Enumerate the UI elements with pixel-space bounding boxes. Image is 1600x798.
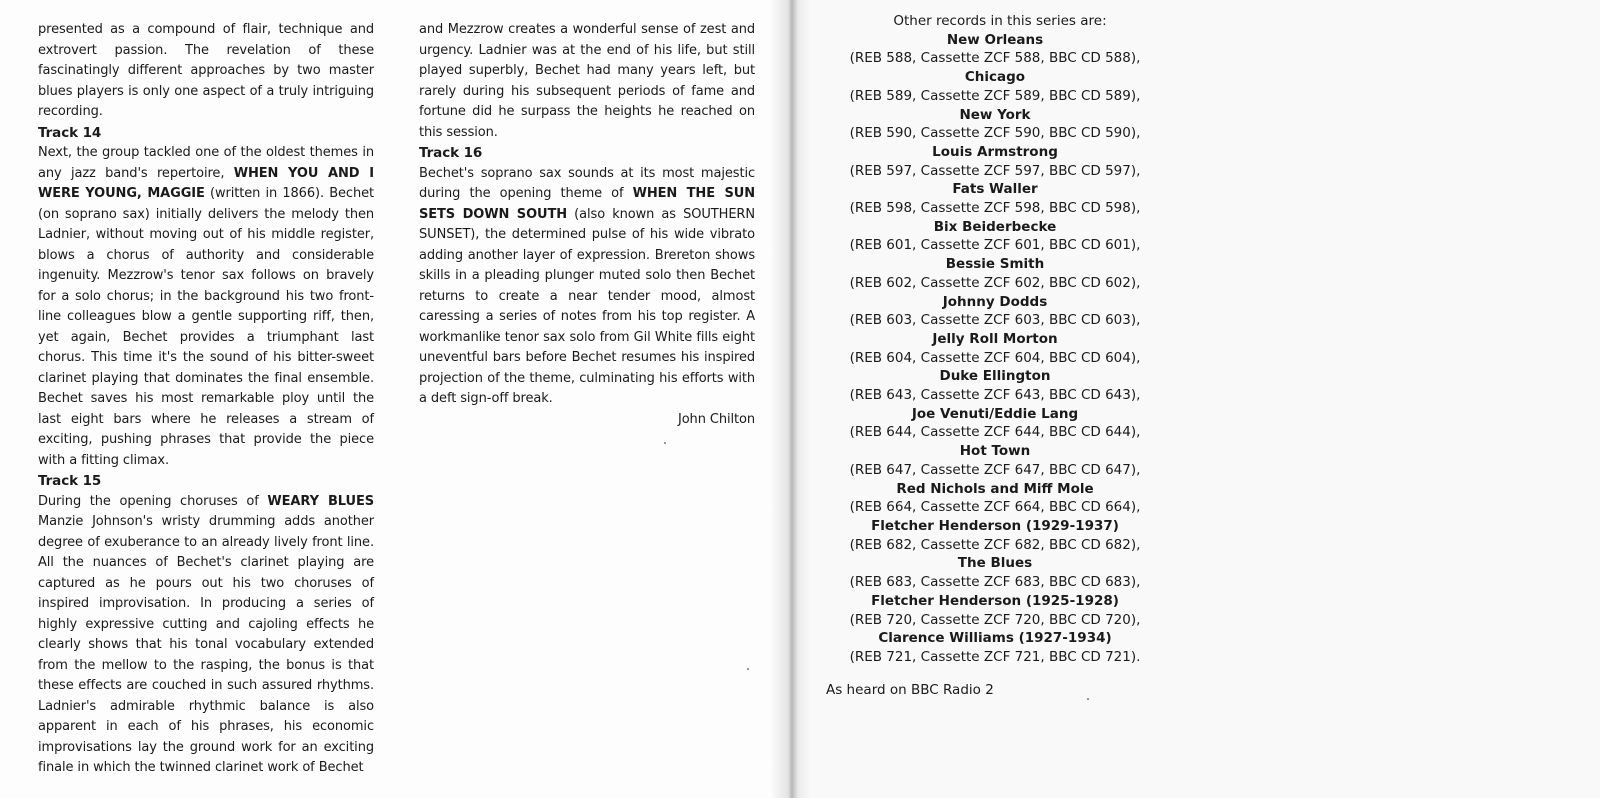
record-catalog: (REB 682, Cassette ZCF 682, BBC CD 682), [849,536,1141,553]
track-14-text-post: (written in 1866). Bechet (on soprano sax) initially delivers the melody then Ladnier, without moving out of his middle register, blows a chorus of authority and considerable ingenuity. Mezzrow's tenor sax follows on bravely for a solo chorus; in the background his two front-line colleagues blow a gentle supporting riff, then, yet again, Bechet provides a triumphant last chorus. This time it's the sound of his bitter-sweet clarinet playing that dominates the final ensemble. Bechet saves his most remarkable ploy until the last eight bars where he releases a stream of exciting, pushing phrases that provide the piece with a fitting climax. [38,186,375,468]
page-gutter-shadow [770,0,810,798]
left-page [0,0,795,798]
record-catalog: (REB 604, Cassette ZCF 604, BBC CD 604), [849,349,1141,366]
track-16-paragraph [419,164,755,410]
record-name: Johnny Dodds [942,293,1048,310]
track-16-text-pre: Bechet's soprano sax sounds at its most majestic during the opening theme of [419,165,755,201]
track-15-paragraph [38,492,374,779]
record-name: Joe Venuti/Eddie Lang [911,405,1079,422]
record-catalog: (REB 721, Cassette ZCF 721, BBC CD 721). [849,648,1141,665]
record-name: Hot Town [959,443,1031,460]
paper-speck [747,668,749,670]
record-name: New Orleans [946,31,1044,48]
record-catalog: (REB 683, Cassette ZCF 683, BBC CD 683), [849,574,1141,591]
record-catalog: (REB 643, Cassette ZCF 643, BBC CD 643), [849,387,1141,404]
author-credit: John Chilton [677,411,755,427]
column1-intro-paragraph: presented as a compound of flair, technique and extrovert passion. The revelation of these fascinatingly different approaches by two master blues players is only one aspect of a truly intriguing recording. [38,22,374,119]
record-name: Fats Waller [952,181,1038,198]
track-15-text-post: Manzie Johnson's wristy drumming adds another degree of exuberance to an already lively front line. All the nuances of Bechet's clarinet playing are captured as he pours out his two choruses of inspired improvisation. In producing a series of highly expressive cutting and cajoling effects he clearly shows that his tonal vocabulary extended from the mellow to the rasping, the bonus is that these effects are couched in such assured rhythms. Ladnier's admirable rhythmic balance is also apparent in each of his phrases, his economic improvisations lay the ground work for an exciting finale in which the twinned clarinet work of Bechet [38,514,374,775]
record-name: Red Nichols and Miff Mole [896,480,1094,497]
track-14-heading: Track 14 [38,124,102,141]
record-name: Bessie Smith [945,256,1045,273]
record-catalog: (REB 597, Cassette ZCF 597, BBC CD 597), [849,162,1141,179]
left-column-1 [38,20,374,779]
record-name: The Blues [957,555,1033,572]
track-16-text-post: (also known as SOUTHERN SUNSET), the determined pulse of his wide vibrato adding another layer of expression. Brereton shows skills in a pleading plunger muted solo then Bechet returns to create a near tender mood, almost caressing a series of notes from his top register. A workmanlike tenor sax solo from Gil White fills eight uneventful bars before Bechet resumes his inspired projection of the theme, culminating his efforts with a deft sign-off break. [419,206,755,406]
record-name: Bix Beiderbecke [933,218,1057,235]
left-column-2 [419,20,755,430]
record-catalog: (REB 601, Cassette ZCF 601, BBC CD 601), [849,237,1141,254]
record-catalog: (REB 720, Cassette ZCF 720, BBC CD 720), [849,611,1141,628]
series-list [818,12,1172,667]
track-16-song-title: WHEN THE SUN SETS DOWN SOUTH [419,186,755,222]
paper-speck [1087,698,1089,700]
record-name: Fletcher Henderson (1929-1937) [871,517,1119,534]
track-15-heading: Track 15 [38,473,102,489]
record-catalog: (REB 602, Cassette ZCF 602, BBC CD 602), [849,274,1141,291]
track-14-paragraph [38,143,374,471]
track-16-heading: Track 16 [419,145,483,161]
track-14-text-pre: Next, the group tackled one of the oldest themes in any jazz band's repertoire, [38,145,374,181]
column2-intro-paragraph: and Mezzrow creates a wonderful sense of zest and urgency. Ladnier was at the end of his life, but still played superbly, Bechet had many years left, but rarely during his subsequent periods of fame and fortune did he surpass the heights he reached on this session. [419,22,755,140]
track-15-text-pre: During the opening choruses of [38,493,268,509]
track-15-song-title: WEARY BLUES [267,493,375,509]
record-catalog: (REB 598, Cassette ZCF 598, BBC CD 598), [849,200,1141,217]
record-name: Jelly Roll Morton [932,330,1058,347]
record-name: New York [959,106,1031,123]
record-catalog: (REB 589, Cassette ZCF 589, BBC CD 589), [849,87,1141,104]
record-name: Chicago [964,69,1026,86]
series-header: Other records in this series are: [893,13,1107,29]
record-catalog: (REB 588, Cassette ZCF 588, BBC CD 588), [849,50,1141,67]
radio-note: As heard on BBC Radio 2 [826,682,994,698]
record-name: Clarence Williams (1927-1934) [878,630,1112,647]
paper-speck [664,442,666,444]
track-14-song-title: WHEN YOU AND I WERE YOUNG, MAGGIE [38,165,374,201]
record-name: Duke Ellington [939,368,1051,385]
record-name: Fletcher Henderson (1925-1928) [871,592,1119,609]
record-catalog: (REB 647, Cassette ZCF 647, BBC CD 647), [849,461,1141,478]
record-catalog: (REB 644, Cassette ZCF 644, BBC CD 644), [849,424,1141,441]
record-catalog: (REB 664, Cassette ZCF 664, BBC CD 664), [849,499,1141,516]
record-catalog: (REB 603, Cassette ZCF 603, BBC CD 603), [849,312,1141,329]
record-name: Louis Armstrong [932,143,1058,160]
record-catalog: (REB 590, Cassette ZCF 590, BBC CD 590), [849,125,1141,142]
